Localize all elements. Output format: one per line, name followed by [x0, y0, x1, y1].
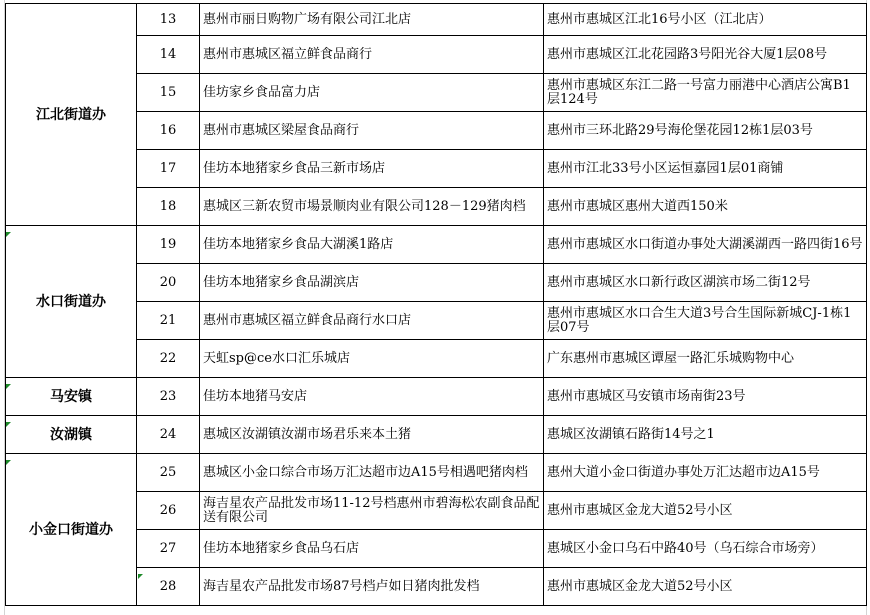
- address-cell[interactable]: 惠州市惠城区东江二路一号富力丽港中心酒店公寓B1层124号: [544, 74, 867, 112]
- number-cell[interactable]: 22: [137, 340, 200, 378]
- store-name-cell[interactable]: 惠州市惠城区福立鲜食品商行: [200, 36, 544, 74]
- address-cell[interactable]: 惠州市江北33号小区运恒嘉园1层01商铺: [544, 150, 867, 188]
- store-name-cell[interactable]: 佳坊本地猪家乡食品大湖溪1路店: [200, 226, 544, 264]
- cell-indicator-icon: [6, 460, 11, 465]
- address-cell[interactable]: 惠州市惠城区金龙大道52号小区: [544, 492, 867, 530]
- store-name-cell[interactable]: 惠州市惠城区福立鲜食品商行水口店: [200, 302, 544, 340]
- cell-indicator-icon: [6, 384, 11, 389]
- store-table: [5, 3, 867, 606]
- number-cell[interactable]: 27: [137, 530, 200, 568]
- number-cell[interactable]: 28: [137, 568, 200, 606]
- number-cell[interactable]: 13: [137, 4, 200, 36]
- address-cell[interactable]: 惠州市惠城区马安镇市场南街23号: [544, 378, 867, 416]
- district-cell[interactable]: 小金口街道办: [6, 454, 137, 606]
- cell-indicator-icon: [6, 232, 11, 237]
- number-cell[interactable]: 21: [137, 302, 200, 340]
- district-cell[interactable]: 马安镇: [6, 378, 137, 416]
- address-cell[interactable]: 惠城区汝湖镇石路街14号之1: [544, 416, 867, 454]
- table-row: [6, 378, 867, 416]
- number-cell[interactable]: 24: [137, 416, 200, 454]
- district-cell[interactable]: 水口街道办: [6, 226, 137, 378]
- number-cell[interactable]: 17: [137, 150, 200, 188]
- store-name-cell[interactable]: 佳坊本地猪家乡食品乌石店: [200, 530, 544, 568]
- address-cell[interactable]: 惠州市惠城区水口合生大道3号合生国际新城CJ-1栋1层07号: [544, 302, 867, 340]
- address-cell[interactable]: 惠州市三环北路29号海伦堡花园12栋1层03号: [544, 112, 867, 150]
- store-name-cell[interactable]: 惠州市丽日购物广场有限公司江北店: [200, 4, 544, 36]
- address-cell[interactable]: 惠州市惠城区金龙大道52号小区: [544, 568, 867, 606]
- table-row: [6, 4, 867, 36]
- address-cell[interactable]: 惠州市惠城区惠州大道西150米: [544, 188, 867, 226]
- store-name-cell[interactable]: 海吉星农产品批发市场11-12号档惠州市碧海松农副食品配送有限公司: [200, 492, 544, 530]
- table-row: [6, 226, 867, 264]
- store-name-cell[interactable]: 惠城区汝湖镇汝湖市场君乐来本土猪: [200, 416, 544, 454]
- district-cell[interactable]: 江北街道办: [6, 4, 137, 226]
- number-cell[interactable]: 18: [137, 188, 200, 226]
- address-cell[interactable]: 惠州市惠城区江北花园路3号阳光谷大厦1层08号: [544, 36, 867, 74]
- address-cell[interactable]: 惠州市惠城区水口街道办事处大湖溪湖西一路四街16号: [544, 226, 867, 264]
- store-name-cell[interactable]: 惠州市惠城区梁屋食品商行: [200, 112, 544, 150]
- number-cell[interactable]: 23: [137, 378, 200, 416]
- store-name-cell[interactable]: 惠城区三新农贸市場景顺肉业有限公司128－129猪肉档: [200, 188, 544, 226]
- address-cell[interactable]: 广东惠州市惠城区谭屋一路汇乐城购物中心: [544, 340, 867, 378]
- number-cell[interactable]: 15: [137, 74, 200, 112]
- store-name-cell[interactable]: 佳坊本地猪家乡食品三新市场店: [200, 150, 544, 188]
- address-cell[interactable]: 惠城区小金口乌石中路40号（乌石综合市场旁）: [544, 530, 867, 568]
- number-cell[interactable]: 16: [137, 112, 200, 150]
- address-cell[interactable]: 惠州市惠城区水口新行政区湖滨市场二街12号: [544, 264, 867, 302]
- number-cell[interactable]: 25: [137, 454, 200, 492]
- number-cell[interactable]: 19: [137, 226, 200, 264]
- store-name-cell[interactable]: 天虹sp@ce水口汇乐城店: [200, 340, 544, 378]
- store-name-cell[interactable]: 佳坊家乡食品富力店: [200, 74, 544, 112]
- store-name-cell[interactable]: 佳坊本地猪家乡食品湖滨店: [200, 264, 544, 302]
- address-cell[interactable]: 惠州大道小金口街道办事处万汇达超市边A15号: [544, 454, 867, 492]
- table-row: [6, 416, 867, 454]
- number-cell[interactable]: 26: [137, 492, 200, 530]
- number-cell[interactable]: 20: [137, 264, 200, 302]
- cell-indicator-icon: [138, 574, 143, 579]
- store-name-cell[interactable]: 惠城区小金口综合市场万汇达超市边A15号相遇吧猪肉档: [200, 454, 544, 492]
- district-cell[interactable]: 汝湖镇: [6, 416, 137, 454]
- table-row: [6, 454, 867, 492]
- number-cell[interactable]: 14: [137, 36, 200, 74]
- store-name-cell[interactable]: 海吉星农产品批发市场87号档卢如日猪肉批发档: [200, 568, 544, 606]
- address-cell[interactable]: 惠州市惠城区江北16号小区（江北店）: [544, 4, 867, 36]
- cell-indicator-icon: [6, 422, 11, 427]
- store-name-cell[interactable]: 佳坊本地猪马安店: [200, 378, 544, 416]
